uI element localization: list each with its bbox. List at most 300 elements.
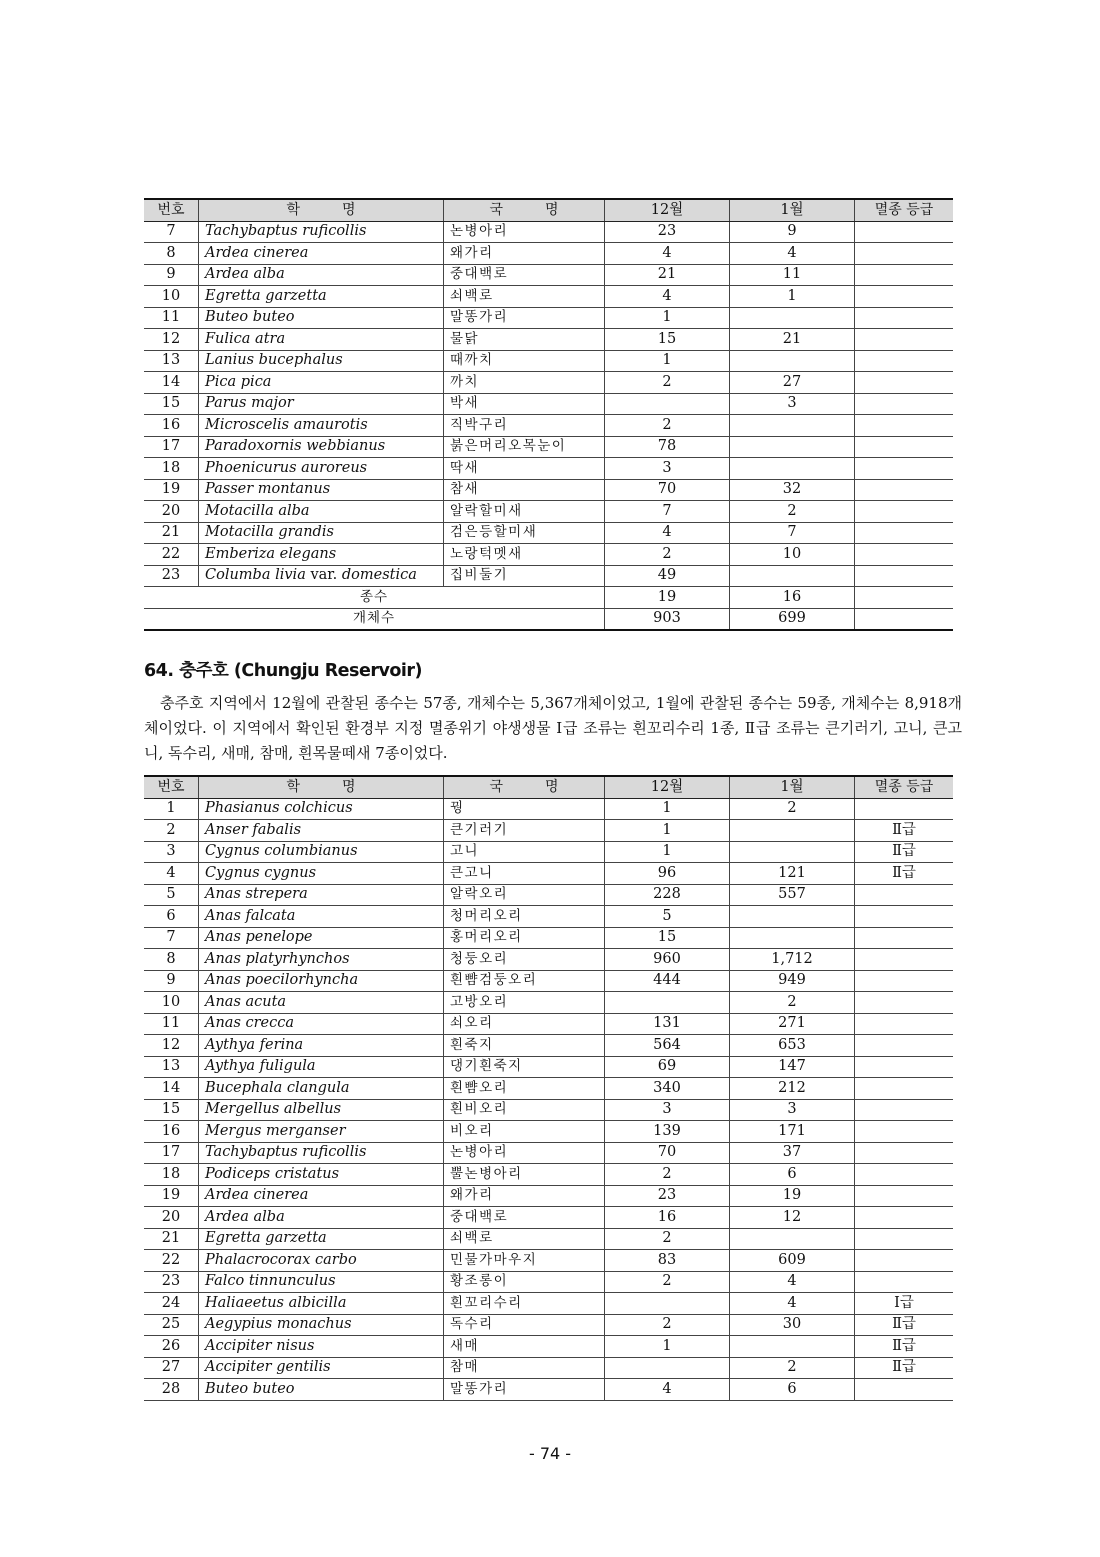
cell-december-count: 5 xyxy=(605,906,730,928)
table-row xyxy=(144,264,953,286)
table-row xyxy=(144,1121,953,1143)
cell-january-count xyxy=(730,1336,855,1358)
cell-december-count xyxy=(605,393,730,415)
table-row xyxy=(144,415,953,437)
cell-number: 24 xyxy=(144,1293,199,1315)
cell-korean-name: 물닭 xyxy=(444,329,605,351)
cell-january-count: 9 xyxy=(730,221,855,243)
cell-scientific-name: Mergellus albellus xyxy=(199,1099,444,1121)
cell-january-count: 557 xyxy=(730,884,855,906)
header-korean-name: 국 명 xyxy=(444,199,605,221)
cell-endangered-grade xyxy=(855,415,954,437)
cell-december-count: 2 xyxy=(605,544,730,566)
cell-endangered-grade xyxy=(855,1207,954,1229)
cell-endangered-grade xyxy=(855,798,954,820)
header-endangered-grade: 멸종 등급 xyxy=(855,199,954,221)
cell-korean-name: 붉은머리오목눈이 xyxy=(444,436,605,458)
cell-endangered-grade: Ⅱ급 xyxy=(855,1357,954,1379)
cell-january-count xyxy=(730,415,855,437)
cell-number: 11 xyxy=(144,307,199,329)
cell-korean-name: 홍머리오리 xyxy=(444,927,605,949)
cell-korean-name: 흰비오리 xyxy=(444,1099,605,1121)
cell-endangered-grade xyxy=(855,1121,954,1143)
cell-number: 13 xyxy=(144,350,199,372)
cell-korean-name: 민물가마우지 xyxy=(444,1250,605,1272)
cell-january-count: 4 xyxy=(730,1293,855,1315)
cell-december-count: 444 xyxy=(605,970,730,992)
cell-korean-name: 중대백로 xyxy=(444,1207,605,1229)
cell-endangered-grade xyxy=(855,1379,954,1401)
cell-korean-name: 쇠백로 xyxy=(444,1228,605,1250)
cell-january-count: 4 xyxy=(730,243,855,265)
page-number: - 74 - xyxy=(528,1444,572,1463)
cell-korean-name: 직박구리 xyxy=(444,415,605,437)
cell-korean-name: 비오리 xyxy=(444,1121,605,1143)
cell-december-count: 16 xyxy=(605,1207,730,1229)
table-row xyxy=(144,501,953,523)
table-row xyxy=(144,436,953,458)
cell-endangered-grade xyxy=(855,1142,954,1164)
cell-number: 22 xyxy=(144,544,199,566)
cell-endangered-grade xyxy=(855,1013,954,1035)
cell-korean-name: 박새 xyxy=(444,393,605,415)
cell-endangered-grade xyxy=(855,970,954,992)
cell-endangered-grade xyxy=(855,544,954,566)
cell-scientific-name: Anas strepera xyxy=(199,884,444,906)
table-row xyxy=(144,1185,953,1207)
cell-number: 12 xyxy=(144,329,199,351)
cell-scientific-name: Phoenicurus auroreus xyxy=(199,458,444,480)
cell-korean-name: 까치 xyxy=(444,372,605,394)
cell-scientific-name: Ardea alba xyxy=(199,264,444,286)
cell-endangered-grade xyxy=(855,992,954,1014)
cell-scientific-name: Mergus merganser xyxy=(199,1121,444,1143)
cell-scientific-name: Anas platyrhynchos xyxy=(199,949,444,971)
cell-january-count: 6 xyxy=(730,1379,855,1401)
cell-korean-name: 말똥가리 xyxy=(444,1379,605,1401)
cell-korean-name: 쇠오리 xyxy=(444,1013,605,1035)
cell-december-count xyxy=(605,1357,730,1379)
cell-january-count: 30 xyxy=(730,1314,855,1336)
cell-scientific-name: Tachybaptus ruficollis xyxy=(199,221,444,243)
cell-number: 9 xyxy=(144,970,199,992)
header-scientific-name: 학 명 xyxy=(199,776,444,798)
cell-december-count: 7 xyxy=(605,501,730,523)
cell-january-count: 147 xyxy=(730,1056,855,1078)
cell-december-count: 70 xyxy=(605,1142,730,1164)
cell-korean-name: 말똥가리 xyxy=(444,307,605,329)
cell-korean-name: 뿔논병아리 xyxy=(444,1164,605,1186)
table-row xyxy=(144,1271,953,1293)
cell-endangered-grade xyxy=(855,286,954,308)
cell-scientific-name: Motacilla alba xyxy=(199,501,444,523)
table-row xyxy=(144,970,953,992)
cell-korean-name: 중대백로 xyxy=(444,264,605,286)
cell-december-count: 70 xyxy=(605,479,730,501)
cell-december-count xyxy=(605,1293,730,1315)
cell-endangered-grade xyxy=(855,243,954,265)
cell-endangered-grade: Ⅰ급 xyxy=(855,1293,954,1315)
cell-scientific-name: Tachybaptus ruficollis xyxy=(199,1142,444,1164)
table-row xyxy=(144,798,953,820)
cell-january-count: 121 xyxy=(730,863,855,885)
cell-scientific-name: Cygnus cygnus xyxy=(199,863,444,885)
cell-january-count xyxy=(730,565,855,587)
cell-number: 27 xyxy=(144,1357,199,1379)
header-number: 번호 xyxy=(144,776,199,798)
table-row xyxy=(144,221,953,243)
header-january: 1월 xyxy=(730,199,855,221)
table-row xyxy=(144,329,953,351)
cell-endangered-grade xyxy=(855,350,954,372)
cell-number: 13 xyxy=(144,1056,199,1078)
cell-january-count: 37 xyxy=(730,1142,855,1164)
cell-january-count: 27 xyxy=(730,372,855,394)
cell-korean-name: 새매 xyxy=(444,1336,605,1358)
cell-december-count: 3 xyxy=(605,1099,730,1121)
table-row xyxy=(144,992,953,1014)
cell-scientific-name: Phasianus colchicus xyxy=(199,798,444,820)
cell-january-count: 271 xyxy=(730,1013,855,1035)
cell-december-count: 78 xyxy=(605,436,730,458)
cell-scientific-name: Phalacrocorax carbo xyxy=(199,1250,444,1272)
cell-scientific-name: Accipiter gentilis xyxy=(199,1357,444,1379)
cell-scientific-name: Anas crecca xyxy=(199,1013,444,1035)
cell-january-count: 3 xyxy=(730,393,855,415)
cell-korean-name: 꿩 xyxy=(444,798,605,820)
cell-endangered-grade xyxy=(855,329,954,351)
cell-december-count: 49 xyxy=(605,565,730,587)
cell-endangered-grade xyxy=(855,1250,954,1272)
cell-scientific-name: Anas acuta xyxy=(199,992,444,1014)
summary-label: 개체수 xyxy=(144,608,605,630)
cell-scientific-name: Haliaeetus albicilla xyxy=(199,1293,444,1315)
table-row xyxy=(144,1379,953,1401)
cell-january-count xyxy=(730,820,855,842)
cell-december-count: 1 xyxy=(605,350,730,372)
table-row xyxy=(144,1099,953,1121)
cell-january-count: 12 xyxy=(730,1207,855,1229)
cell-december-count xyxy=(605,992,730,1014)
cell-endangered-grade xyxy=(855,436,954,458)
cell-number: 2 xyxy=(144,820,199,842)
cell-december-count: 4 xyxy=(605,522,730,544)
cell-january-count: 2 xyxy=(730,992,855,1014)
cell-december-count: 2 xyxy=(605,415,730,437)
cell-scientific-name: Emberiza elegans xyxy=(199,544,444,566)
header-january: 1월 xyxy=(730,776,855,798)
table-row xyxy=(144,1357,953,1379)
cell-scientific-name: Pica pica xyxy=(199,372,444,394)
cell-january-count: 6 xyxy=(730,1164,855,1186)
cell-number: 23 xyxy=(144,565,199,587)
cell-korean-name: 때까치 xyxy=(444,350,605,372)
cell-december-count: 2 xyxy=(605,1228,730,1250)
cell-december-count: 69 xyxy=(605,1056,730,1078)
cell-january-count: 2 xyxy=(730,798,855,820)
cell-number: 19 xyxy=(144,1185,199,1207)
cell-december-count: 15 xyxy=(605,329,730,351)
cell-december-count: 15 xyxy=(605,927,730,949)
table-row xyxy=(144,350,953,372)
cell-january-count: 653 xyxy=(730,1035,855,1057)
cell-number: 18 xyxy=(144,1164,199,1186)
cell-december-count: 1 xyxy=(605,1336,730,1358)
cell-number: 10 xyxy=(144,992,199,1014)
table-row xyxy=(144,1293,953,1315)
cell-number: 15 xyxy=(144,393,199,415)
table-row xyxy=(144,1164,953,1186)
cell-endangered-grade: Ⅱ급 xyxy=(855,1314,954,1336)
table-row xyxy=(144,949,953,971)
cell-number: 20 xyxy=(144,1207,199,1229)
cell-number: 6 xyxy=(144,906,199,928)
cell-number: 20 xyxy=(144,501,199,523)
cell-january-count xyxy=(730,458,855,480)
table-row xyxy=(144,1314,953,1336)
cell-korean-name: 흰꼬리수리 xyxy=(444,1293,605,1315)
cell-december-count: 1 xyxy=(605,820,730,842)
cell-scientific-name: Ardea cinerea xyxy=(199,1185,444,1207)
cell-january-count xyxy=(730,1228,855,1250)
cell-december-count: 21 xyxy=(605,264,730,286)
cell-korean-name: 청둥오리 xyxy=(444,949,605,971)
cell-scientific-name: Fulica atra xyxy=(199,329,444,351)
cell-scientific-name: Aegypius monachus xyxy=(199,1314,444,1336)
table-row xyxy=(144,1056,953,1078)
cell-number: 9 xyxy=(144,264,199,286)
cell-korean-name: 큰고니 xyxy=(444,863,605,885)
species-table-previous-site xyxy=(144,198,953,631)
cell-january-count xyxy=(730,436,855,458)
cell-january-count: 21 xyxy=(730,329,855,351)
header-december: 12월 xyxy=(605,199,730,221)
cell-number: 16 xyxy=(144,1121,199,1143)
summary-row xyxy=(144,608,953,630)
cell-number: 8 xyxy=(144,243,199,265)
cell-number: 15 xyxy=(144,1099,199,1121)
table-row xyxy=(144,863,953,885)
cell-korean-name: 참매 xyxy=(444,1357,605,1379)
cell-endangered-grade xyxy=(855,479,954,501)
cell-endangered-grade: Ⅱ급 xyxy=(855,820,954,842)
cell-endangered-grade xyxy=(855,1185,954,1207)
cell-december-count: 1 xyxy=(605,798,730,820)
cell-endangered-grade xyxy=(855,458,954,480)
table-row xyxy=(144,286,953,308)
cell-january-count xyxy=(730,906,855,928)
cell-scientific-name: Paradoxornis webbianus xyxy=(199,436,444,458)
cell-korean-name: 논병아리 xyxy=(444,1142,605,1164)
cell-scientific-name: Lanius bucephalus xyxy=(199,350,444,372)
table-row xyxy=(144,565,953,587)
table-header-row xyxy=(144,776,953,798)
cell-january-count xyxy=(730,841,855,863)
cell-december-count: 960 xyxy=(605,949,730,971)
cell-scientific-name: Egretta garzetta xyxy=(199,286,444,308)
table-row xyxy=(144,1035,953,1057)
cell-scientific-name: Bucephala clangula xyxy=(199,1078,444,1100)
cell-january-count: 11 xyxy=(730,264,855,286)
cell-number: 26 xyxy=(144,1336,199,1358)
cell-number: 3 xyxy=(144,841,199,863)
cell-korean-name: 참새 xyxy=(444,479,605,501)
cell-scientific-name: Anas poecilorhyncha xyxy=(199,970,444,992)
cell-january-count: 3 xyxy=(730,1099,855,1121)
table-row xyxy=(144,522,953,544)
cell-december-count: 2 xyxy=(605,1164,730,1186)
cell-january-count: 171 xyxy=(730,1121,855,1143)
summary-grade xyxy=(855,587,954,609)
cell-number: 5 xyxy=(144,884,199,906)
cell-endangered-grade xyxy=(855,1228,954,1250)
table-row xyxy=(144,393,953,415)
cell-korean-name: 알락할미새 xyxy=(444,501,605,523)
cell-endangered-grade xyxy=(855,949,954,971)
summary-grade xyxy=(855,608,954,630)
cell-scientific-name: Anas penelope xyxy=(199,927,444,949)
cell-endangered-grade xyxy=(855,264,954,286)
cell-endangered-grade xyxy=(855,1271,954,1293)
cell-korean-name: 논병아리 xyxy=(444,221,605,243)
summary-row xyxy=(144,587,953,609)
cell-december-count: 23 xyxy=(605,1185,730,1207)
cell-korean-name: 노랑턱멧새 xyxy=(444,544,605,566)
cell-scientific-name: Microscelis amaurotis xyxy=(199,415,444,437)
cell-scientific-name: Parus major xyxy=(199,393,444,415)
cell-january-count xyxy=(730,927,855,949)
cell-january-count: 212 xyxy=(730,1078,855,1100)
cell-december-count: 4 xyxy=(605,286,730,308)
cell-korean-name: 황조롱이 xyxy=(444,1271,605,1293)
cell-january-count xyxy=(730,307,855,329)
cell-december-count: 564 xyxy=(605,1035,730,1057)
cell-december-count: 2 xyxy=(605,372,730,394)
cell-endangered-grade xyxy=(855,1164,954,1186)
cell-number: 21 xyxy=(144,522,199,544)
cell-number: 21 xyxy=(144,1228,199,1250)
cell-scientific-name: Accipiter nisus xyxy=(199,1336,444,1358)
cell-korean-name: 딱새 xyxy=(444,458,605,480)
cell-number: 11 xyxy=(144,1013,199,1035)
cell-december-count: 96 xyxy=(605,863,730,885)
table-row xyxy=(144,479,953,501)
cell-korean-name: 큰기러기 xyxy=(444,820,605,842)
cell-korean-name: 알락오리 xyxy=(444,884,605,906)
cell-korean-name: 흰뺨오리 xyxy=(444,1078,605,1100)
cell-december-count: 1 xyxy=(605,307,730,329)
cell-endangered-grade xyxy=(855,1099,954,1121)
cell-endangered-grade xyxy=(855,221,954,243)
cell-january-count: 2 xyxy=(730,1357,855,1379)
cell-scientific-name: Falco tinnunculus xyxy=(199,1271,444,1293)
table-row xyxy=(144,1207,953,1229)
table-row xyxy=(144,820,953,842)
cell-korean-name: 검은등할미새 xyxy=(444,522,605,544)
cell-scientific-name: Passer montanus xyxy=(199,479,444,501)
cell-december-count: 131 xyxy=(605,1013,730,1035)
cell-december-count: 83 xyxy=(605,1250,730,1272)
table-row xyxy=(144,927,953,949)
header-korean-name: 국 명 xyxy=(444,776,605,798)
cell-january-count: 949 xyxy=(730,970,855,992)
cell-endangered-grade xyxy=(855,1078,954,1100)
header-endangered-grade: 멸종 등급 xyxy=(855,776,954,798)
cell-december-count: 3 xyxy=(605,458,730,480)
cell-january-count: 32 xyxy=(730,479,855,501)
cell-december-count: 4 xyxy=(605,1379,730,1401)
cell-korean-name: 고니 xyxy=(444,841,605,863)
cell-number: 7 xyxy=(144,221,199,243)
cell-scientific-name: Aythya ferina xyxy=(199,1035,444,1057)
summary-december: 903 xyxy=(605,608,730,630)
cell-korean-name: 왜가리 xyxy=(444,243,605,265)
cell-scientific-name: Columba livia var. domestica xyxy=(199,565,444,587)
cell-number: 1 xyxy=(144,798,199,820)
table-row xyxy=(144,1228,953,1250)
cell-number: 14 xyxy=(144,1078,199,1100)
cell-number: 18 xyxy=(144,458,199,480)
cell-endangered-grade xyxy=(855,372,954,394)
cell-january-count: 1,712 xyxy=(730,949,855,971)
cell-number: 28 xyxy=(144,1379,199,1401)
cell-december-count: 139 xyxy=(605,1121,730,1143)
cell-scientific-name: Buteo buteo xyxy=(199,1379,444,1401)
summary-label: 종수 xyxy=(144,587,605,609)
table-row xyxy=(144,544,953,566)
cell-number: 23 xyxy=(144,1271,199,1293)
cell-number: 25 xyxy=(144,1314,199,1336)
cell-endangered-grade xyxy=(855,501,954,523)
cell-january-count: 4 xyxy=(730,1271,855,1293)
cell-scientific-name: Motacilla grandis xyxy=(199,522,444,544)
cell-endangered-grade xyxy=(855,393,954,415)
table-row xyxy=(144,1013,953,1035)
header-scientific-name: 학 명 xyxy=(199,199,444,221)
cell-korean-name: 청머리오리 xyxy=(444,906,605,928)
header-number: 번호 xyxy=(144,199,199,221)
cell-number: 14 xyxy=(144,372,199,394)
cell-endangered-grade xyxy=(855,522,954,544)
cell-january-count: 2 xyxy=(730,501,855,523)
cell-number: 17 xyxy=(144,436,199,458)
cell-endangered-grade: Ⅱ급 xyxy=(855,863,954,885)
cell-endangered-grade xyxy=(855,927,954,949)
cell-january-count: 1 xyxy=(730,286,855,308)
table-row xyxy=(144,1142,953,1164)
table-row xyxy=(144,841,953,863)
cell-scientific-name: Aythya fuligula xyxy=(199,1056,444,1078)
cell-december-count: 4 xyxy=(605,243,730,265)
cell-january-count xyxy=(730,350,855,372)
cell-december-count: 228 xyxy=(605,884,730,906)
cell-endangered-grade xyxy=(855,906,954,928)
cell-endangered-grade xyxy=(855,884,954,906)
cell-endangered-grade xyxy=(855,565,954,587)
cell-scientific-name: Ardea cinerea xyxy=(199,243,444,265)
cell-december-count: 2 xyxy=(605,1271,730,1293)
table-header-row xyxy=(144,199,953,221)
cell-scientific-name: Cygnus columbianus xyxy=(199,841,444,863)
table-row xyxy=(144,372,953,394)
cell-number: 12 xyxy=(144,1035,199,1057)
cell-korean-name: 집비둘기 xyxy=(444,565,605,587)
cell-scientific-name: Egretta garzetta xyxy=(199,1228,444,1250)
table-row xyxy=(144,884,953,906)
cell-korean-name: 고방오리 xyxy=(444,992,605,1014)
cell-december-count: 23 xyxy=(605,221,730,243)
table-row xyxy=(144,1250,953,1272)
